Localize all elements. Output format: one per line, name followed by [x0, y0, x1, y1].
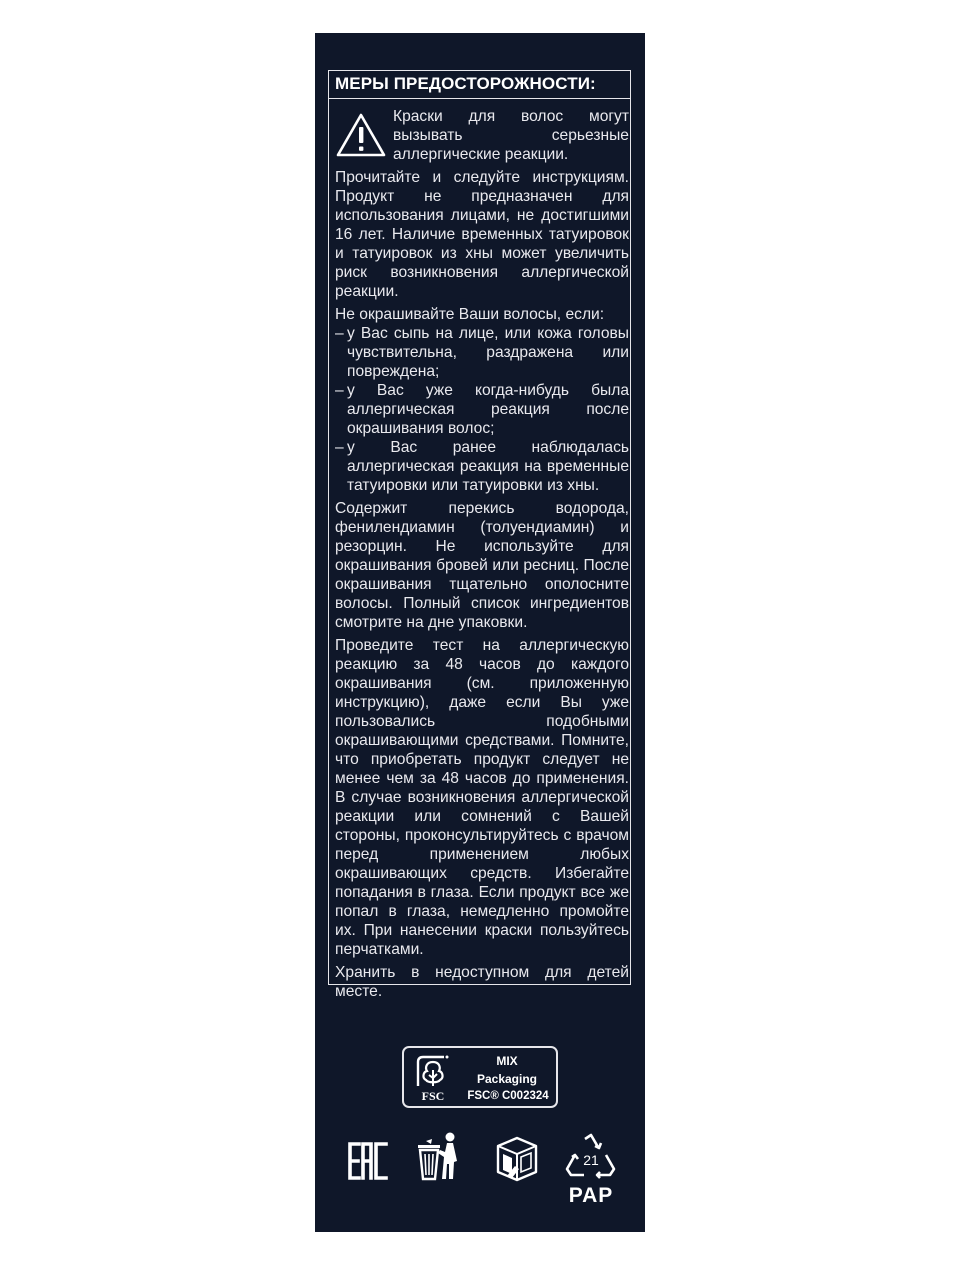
fsc-tree-icon: [414, 1054, 450, 1088]
list-item: – у Вас уже когда-нибудь была аллергическая реакция после окрашивания волос;: [335, 382, 629, 437]
warning-row: [335, 107, 629, 164]
precautions-paragraph-5: Хранить в недоступном для детей месте.: [335, 964, 629, 1000]
list-item: – у Вас сыпь на лице, или кожа головы чувствительна, раздражена или повреждена;: [335, 325, 629, 380]
precautions-list-intro: Не окрашивайте Ваши волосы, если:: [335, 306, 605, 323]
precautions-paragraph-4: Проведите тест на аллергическую реакцию за 48 часов до каждого окрашивания (см. приложенную инструкцию), даже если Вы уже пользовались подобными окрашивающими средствами. Помните, что приобретать продукт следует не менее чем за 48 часов до применения. В случае возникновения аллергической реакции или сомнений с Вашей стороны, проконсультируйтесь с врачом перед применением любых окрашивающих средств. Избегайте попадания в глаза. Если продукт все же попал в глаза, немедленно промойте их. При нанесении краски пользуйтесь перчатками.: [335, 637, 629, 958]
recycle-code-number: 21: [583, 1152, 599, 1168]
recycle-material-label: PAP: [568, 1184, 614, 1207]
fsc-license-code: FSC® C002324: [467, 1090, 549, 1102]
precautions-box: [328, 70, 631, 1000]
open-box-icon: [495, 1136, 539, 1182]
precautions-body: [335, 107, 629, 1001]
fsc-mix-label: MIX: [496, 1054, 518, 1068]
fsc-certification-badge: [402, 1046, 558, 1108]
precautions-paragraph-1: Прочитайте и следуйте инструкциям. Продукт не предназначен для использования лицами, не достигшими 16 лет. Наличие временных татуировок и татуировок из хны может увеличить риск возникновения аллергической реакции.: [335, 169, 629, 300]
precautions-paragraph-3: Содержит перекись водорода, фенилендиамин (толуендиамин) и резорцин. Не используйте для окрашивания бровей или ресниц. После окрашивания тщательно ополосните волосы. Полный список ингредиентов смотрите на дне упаковки.: [335, 500, 629, 631]
list-item: – у Вас ранее наблюдалась аллергическая реакция на временные татуировки или татуировки из хны.: [335, 439, 629, 494]
warning-text: Краски для волос могут вызывать серьезные аллергические реакции.: [393, 108, 629, 163]
fsc-logo-label: FSC: [421, 1089, 445, 1103]
precautions-title: МЕРЫ ПРЕДОСТОРОЖНОСТИ:: [329, 71, 630, 99]
tidyman-bin-icon: [416, 1131, 462, 1183]
precautions-list: [335, 324, 629, 495]
eac-mark-icon: [348, 1141, 390, 1181]
package-side-panel: [315, 33, 645, 1232]
fsc-packaging-label: Packaging: [476, 1072, 538, 1086]
warning-triangle-icon: [335, 112, 387, 158]
